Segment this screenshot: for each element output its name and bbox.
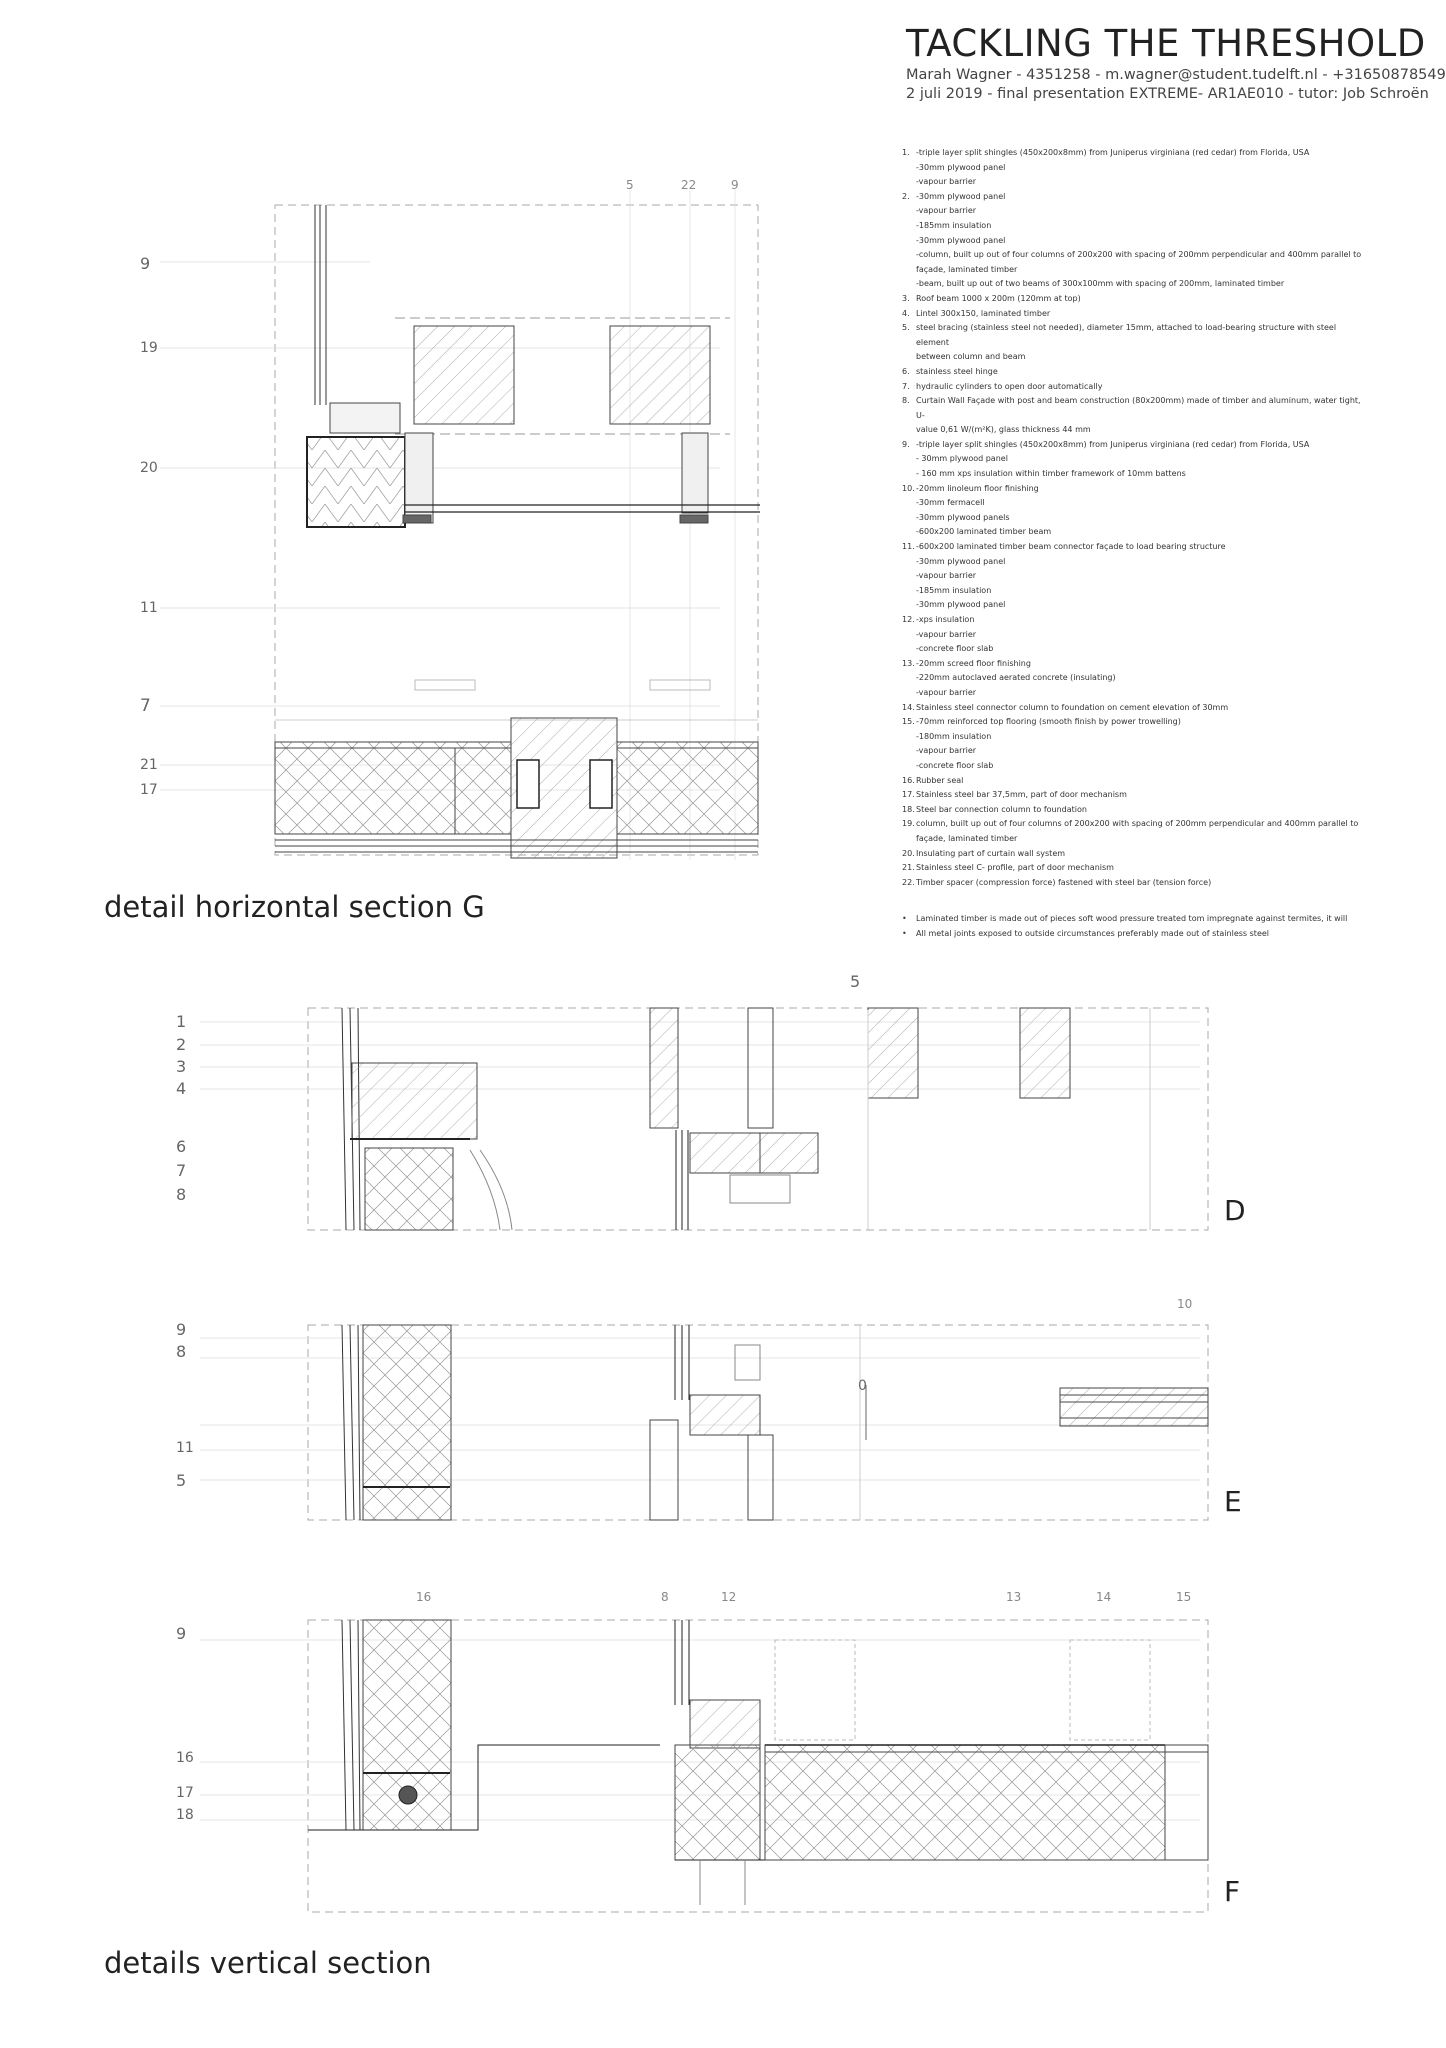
label-g-7: 7 — [140, 696, 151, 716]
legend-item-line: -column, built up out of four columns of 200x200 with spacing of 200mm perpendicular and 400mm parallel to — [916, 250, 1362, 260]
label-d-4: 4 — [176, 1079, 187, 1098]
legend-item-line: façade, laminated timber — [916, 264, 1018, 274]
label-g-21: 21 — [140, 757, 158, 773]
legend-item-line: value 0,61 W/(m²K), glass thickness 44 mm — [916, 425, 1091, 435]
legend-item-number: 14. — [902, 702, 915, 712]
legend-item-line: -vapour barrier — [916, 177, 977, 187]
label-e-5: 5 — [176, 1471, 187, 1490]
legend-item-line: Insulating part of curtain wall system — [916, 848, 1066, 858]
legend-item-line: -vapour barrier — [916, 206, 977, 216]
legend-item-number: 1. — [902, 148, 910, 157]
label-g-20: 20 — [140, 460, 158, 476]
legend-item-line: -30mm plywood panels — [916, 512, 1010, 522]
legend-item-line: -30mm plywood panel — [916, 556, 1006, 566]
label-g-top-5: 5 — [626, 178, 634, 192]
legend-item-number: 12. — [902, 615, 915, 624]
note-bullet-text: All metal joints exposed to outside circumstances preferably made out of stainless steel — [916, 928, 1270, 938]
legend-item-line: -vapour barrier — [916, 571, 977, 581]
label-f-top-14: 14 — [1096, 1590, 1112, 1604]
legend-item-number: 15. — [902, 717, 915, 727]
label-e-8: 8 — [176, 1342, 187, 1361]
legend-item-line: -220mm autoclaved aerated concrete (insulating) — [916, 673, 1116, 683]
label-f-17: 17 — [176, 1785, 194, 1801]
label-e-9: 9 — [176, 1320, 187, 1339]
legend-item-line: Lintel 300x150, laminated timber — [916, 308, 1051, 318]
legend-item-line: - 160 mm xps insulation within timber framework of 10mm battens — [916, 469, 1186, 479]
section-letter-f: F — [1224, 1875, 1241, 1908]
legend-item-number: 10. — [902, 483, 915, 493]
label-d-2: 2 — [176, 1035, 187, 1054]
label-g-9: 9 — [140, 254, 151, 273]
section-d-drawing — [200, 1008, 1208, 1230]
legend-item-line: -30mm plywood panel — [916, 600, 1006, 610]
legend-item-number: 4. — [902, 308, 910, 318]
legend-item-line: column, built up out of four columns of 200x200 with spacing of 200mm perpendicular and 400mm parallel to — [916, 819, 1359, 829]
legend-item-number: 8. — [902, 396, 910, 406]
legend-item-line: Timber spacer (compression force) fastened with steel bar (tension force) — [916, 877, 1212, 887]
legend-item-line: Stainless steel bar 37,5mm, part of door mechanism — [916, 790, 1127, 800]
section-g-drawing — [160, 190, 760, 860]
legend-item-number: 16. — [902, 775, 915, 785]
label-g-17: 17 — [140, 782, 158, 798]
note-bullet: • Laminated timber is made out of pieces soft wood pressure treated tom impregnate against termites, it will — [902, 912, 1362, 927]
legend-item-line: stainless steel hinge — [916, 366, 998, 376]
label-g-11: 11 — [140, 600, 158, 616]
note-bullet-text: Laminated timber is made out of pieces soft wood pressure treated tom impregnate against termites, it will — [916, 914, 1348, 924]
legend-item-number: 9. — [902, 439, 910, 449]
label-d-1: 1 — [176, 1012, 187, 1031]
section-f-drawing — [200, 1620, 1208, 1912]
label-g-19: 19 — [140, 340, 158, 356]
legend-item-line: Curtain Wall Façade with post and beam construction (80x200mm) made of timber and aluminum, water tight, U- — [916, 396, 1361, 420]
legend-item-number: 3. — [902, 293, 910, 303]
label-d-8: 8 — [176, 1185, 187, 1204]
legend-item-line: -vapour barrier — [916, 687, 977, 697]
legend-item-line: -180mm insulation — [916, 731, 992, 741]
caption-horizontal-section: detail horizontal section G — [104, 890, 485, 924]
legend-item-line: Roof beam 1000 x 200m (120mm at top) — [916, 293, 1081, 303]
legend-item-number: 22. — [902, 877, 915, 887]
legend-item-line: -70mm reinforced top flooring (smooth finish by power trowelling) — [916, 717, 1181, 727]
legend-item-number: 17. — [902, 790, 915, 800]
caption-vertical-section: details vertical section — [104, 1946, 432, 1980]
legend-item-line: -30mm plywood panel — [916, 191, 1006, 201]
legend-item-line: -20mm screed floor finishing — [916, 658, 1031, 668]
label-f-9: 9 — [176, 1624, 187, 1643]
legend-item-line: -30mm fermacell — [916, 498, 985, 508]
label-e-11: 11 — [176, 1440, 194, 1456]
legend-item-line: hydraulic cylinders to open door automatically — [916, 381, 1103, 391]
legend-item-number: 6. — [902, 366, 910, 376]
legend-item-line: Rubber seal — [916, 775, 964, 785]
legend-item-number: 2. — [902, 191, 910, 201]
legend-item-line: -vapour barrier — [916, 746, 977, 756]
legend-item-line: -beam, built up out of two beams of 300x100mm with spacing of 200mm, laminated timber — [916, 279, 1285, 289]
legend-item-line: façade, laminated timber — [916, 833, 1018, 843]
legend-item-line: -600x200 laminated timber beam connector façade to load bearing structure — [916, 542, 1226, 552]
section-letter-e: E — [1224, 1485, 1242, 1518]
legend-item-number: 21. — [902, 863, 915, 873]
legend-item-number: 20. — [902, 848, 915, 858]
sheet-title: TACKLING THE THRESHOLD — [906, 22, 1426, 65]
legend-item-line: between column and beam — [916, 352, 1026, 362]
legend-item-line: -30mm plywood panel — [916, 162, 1006, 172]
legend-item-line: -triple layer split shingles (450x200x8mm) from Juniperus virginiana (red cedar) from Florida, USA — [916, 439, 1310, 449]
legend-item-number: 19. — [902, 819, 915, 829]
legend-item-line: -30mm plywood panel — [916, 235, 1006, 245]
legend-item-line: -600x200 laminated timber beam — [916, 527, 1052, 537]
label-e-mark: 0 — [858, 1378, 867, 1394]
label-d-6: 6 — [176, 1137, 187, 1156]
label-d-7: 7 — [176, 1161, 187, 1180]
label-f-16: 16 — [176, 1750, 194, 1766]
label-f-top-8: 8 — [661, 1590, 669, 1604]
legend-item-line: Stainless steel connector column to foundation on cement elevation of 30mm — [916, 702, 1229, 712]
legend-item-line: -185mm insulation — [916, 220, 992, 230]
legend-item-line: -vapour barrier — [916, 629, 977, 639]
legend-item-number: 13. — [902, 658, 915, 668]
legend-item-line: Steel bar connection column to foundation — [916, 804, 1087, 814]
label-g-top-9: 9 — [731, 178, 739, 192]
legend-item-line: - 30mm plywood panel — [916, 454, 1008, 464]
legend-item-number: 7. — [902, 381, 910, 391]
label-f-top-12: 12 — [721, 1590, 737, 1604]
section-e-drawing — [200, 1325, 1208, 1520]
legend-item-line: -triple layer split shingles (450x200x8mm) from Juniperus virginiana (red cedar) from Florida, USA — [916, 148, 1310, 157]
label-d-3: 3 — [176, 1057, 187, 1076]
label-g-top-22: 22 — [681, 178, 697, 192]
label-f-18: 18 — [176, 1807, 194, 1823]
author-line: Marah Wagner - 4351258 - m.wagner@student.tudelft.nl - +31650878549 — [906, 67, 1446, 83]
legend-item-number: 11. — [902, 542, 915, 552]
legend-item-line: -concrete floor slab — [916, 644, 994, 654]
legend-item-line: steel bracing (stainless steel not needed), diameter 15mm, attached to load-bearing structure with steel element — [916, 323, 1337, 347]
legend-item-line: -185mm insulation — [916, 585, 992, 595]
section-letter-d: D — [1224, 1194, 1246, 1227]
legend-item-line: -concrete floor slab — [916, 760, 994, 770]
legend-item-line: Stainless steel C- profile, part of door mechanism — [916, 863, 1114, 873]
note-bullet: • All metal joints exposed to outside circumstances preferably made out of stainless steel — [902, 927, 1362, 942]
label-f-top-16: 16 — [416, 1590, 432, 1604]
legend-item-line: -xps insulation — [916, 615, 975, 624]
label-d-top-5: 5 — [850, 972, 861, 991]
legend-item-number: 5. — [902, 323, 910, 333]
legend-item-number: 18. — [902, 804, 915, 814]
label-f-top-13: 13 — [1006, 1590, 1022, 1604]
label-f-top-15: 15 — [1176, 1590, 1192, 1604]
legend-item-line: -20mm linoleum floor finishing — [916, 483, 1039, 493]
presentation-line: 2 juli 2019 - final presentation EXTREME- AR1AE010 - tutor: Job Schroën — [906, 86, 1429, 102]
label-e-top-10: 10 — [1177, 1297, 1193, 1311]
